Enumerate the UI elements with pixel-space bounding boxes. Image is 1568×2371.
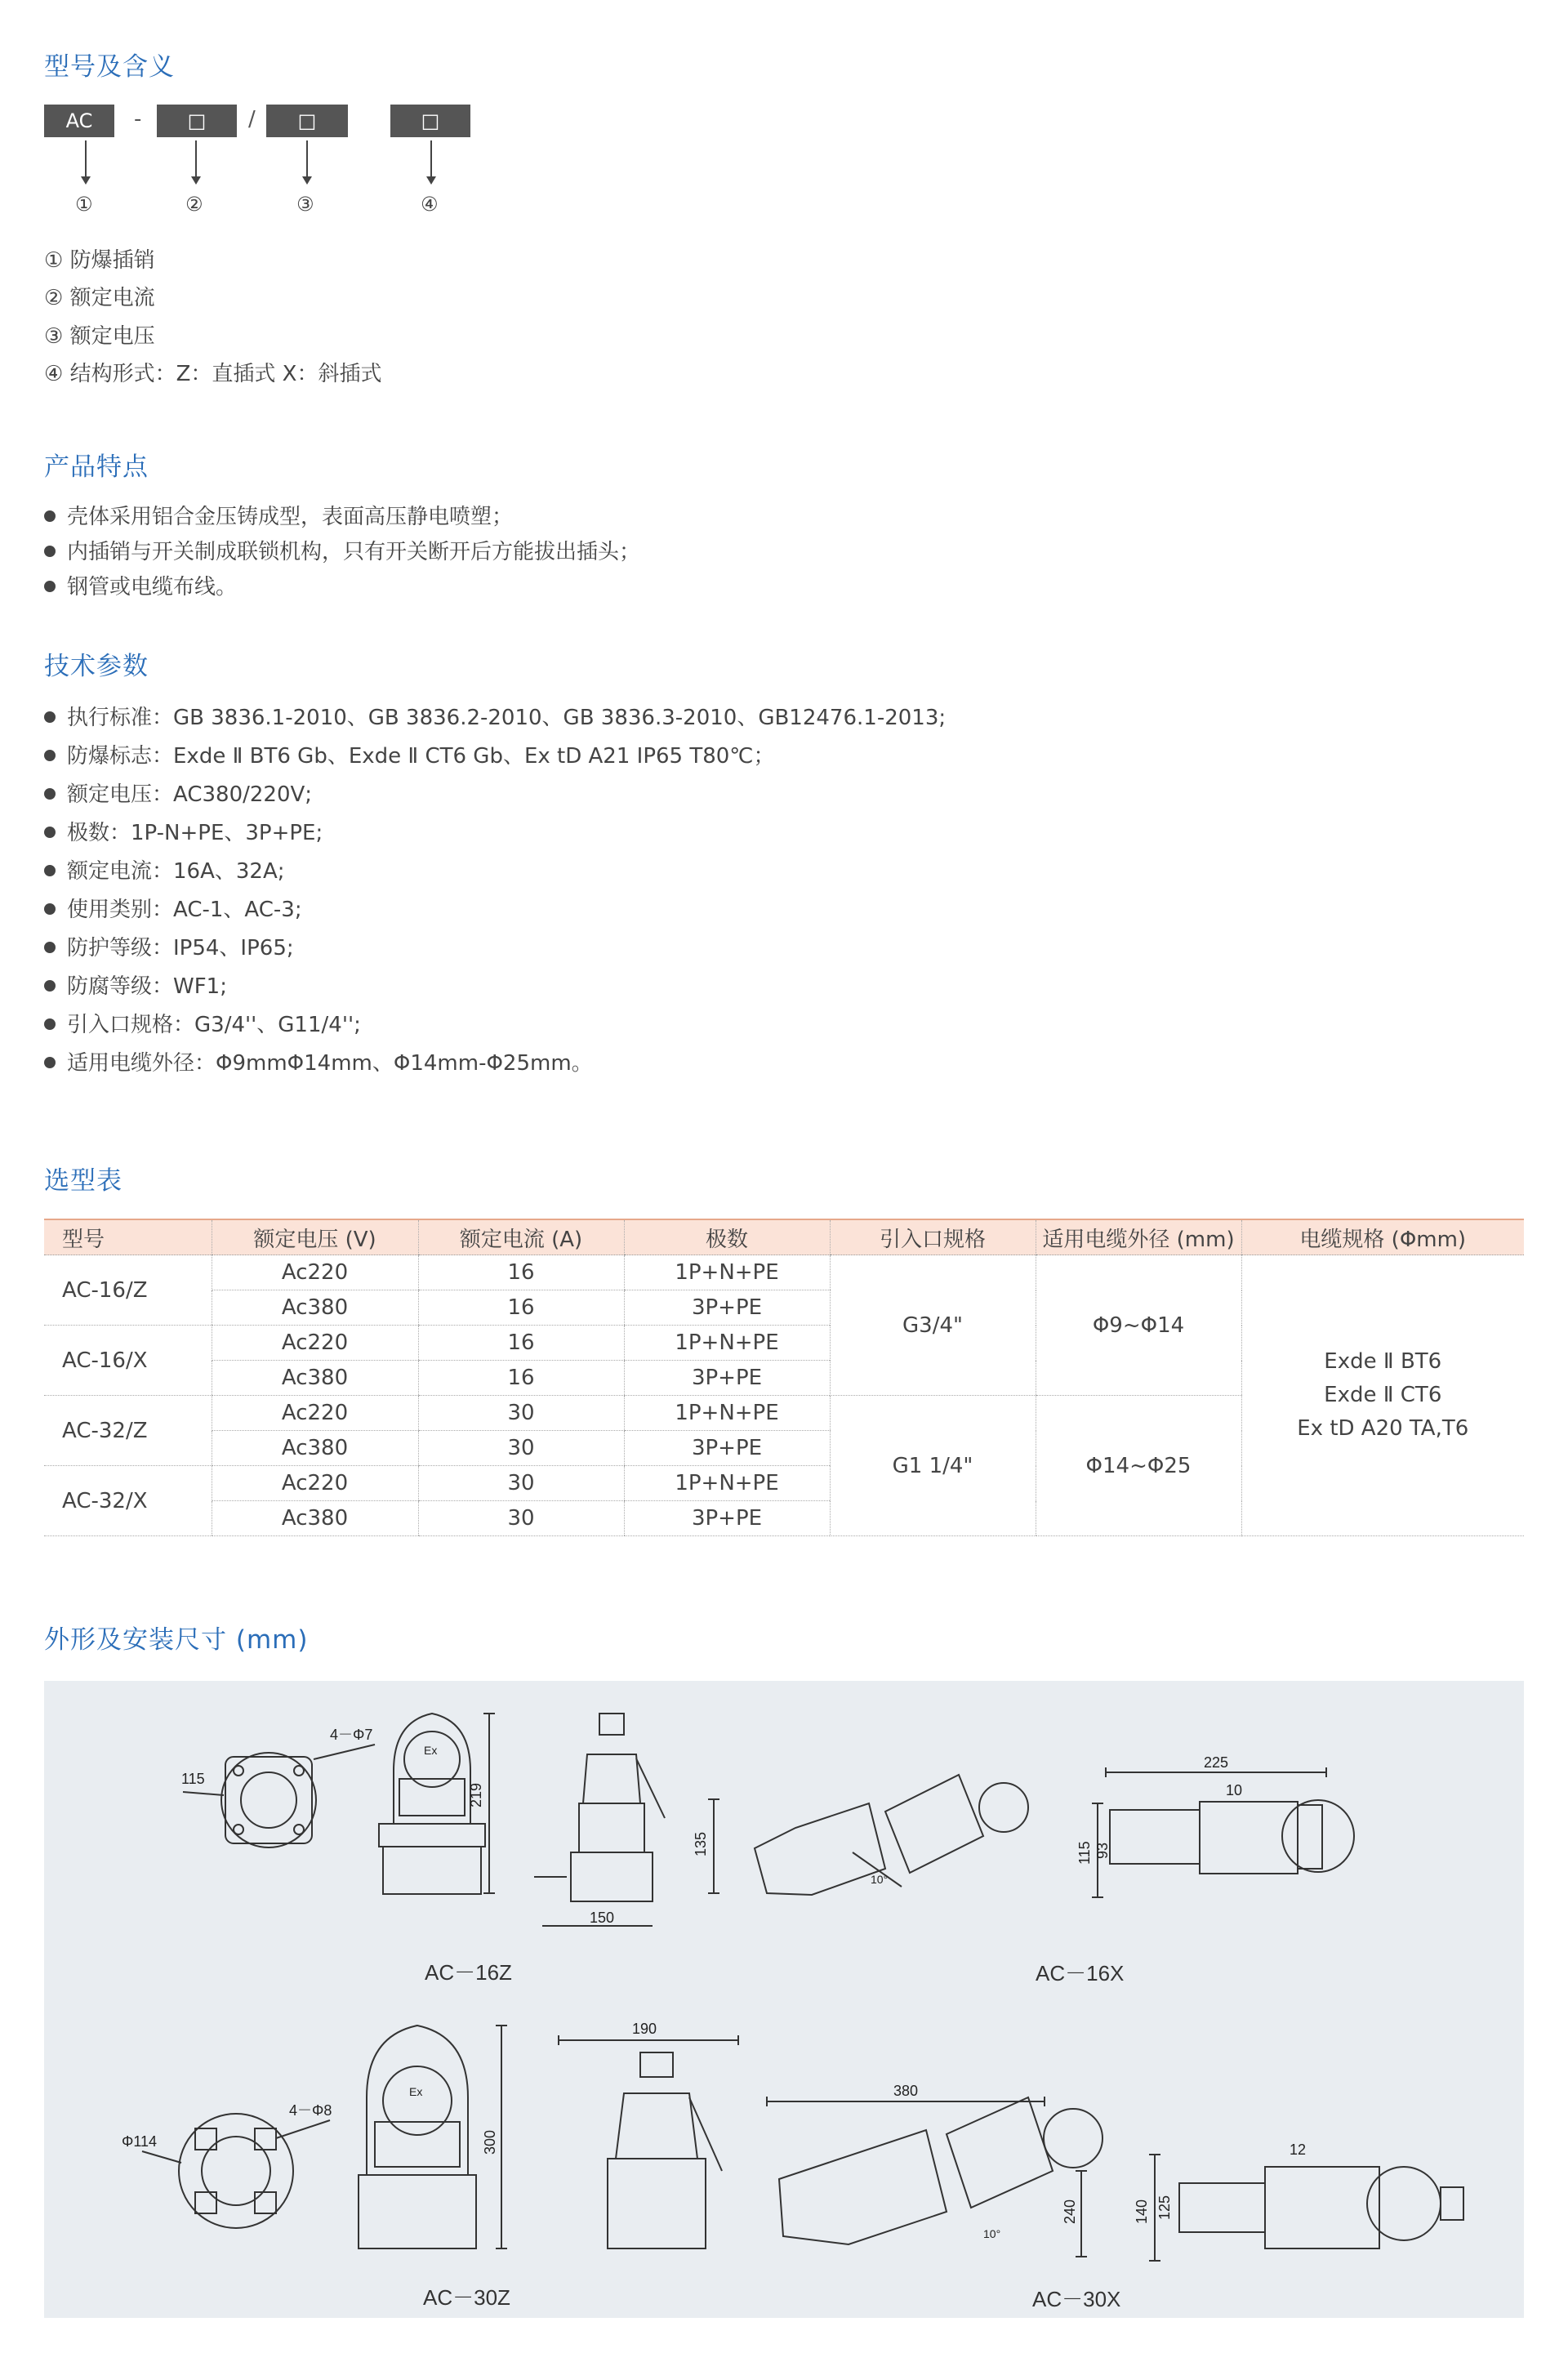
column-header: 额定电压 (V) [212, 1219, 418, 1255]
model-cell: AC-16/Z [44, 1255, 212, 1326]
dim-label: 115 [181, 1771, 205, 1787]
features-section-title: 产品特点 [44, 452, 149, 482]
model-cell: AC-32/X [44, 1466, 212, 1536]
table-cell: 1P+N+PE [624, 1326, 830, 1361]
table-cell: 30 [418, 1396, 624, 1431]
table-cell: 3P+PE [624, 1361, 830, 1396]
dim-label: 300 [482, 2129, 498, 2155]
dim-label: 10 [1226, 1782, 1243, 1798]
dim-label: 12 [1290, 2141, 1307, 2158]
ac30z-flange-view [142, 2114, 330, 2228]
dim-label: 4－Φ7 [330, 1727, 373, 1743]
ac16z-flange-view [183, 1745, 375, 1847]
arrow-line [195, 140, 197, 176]
code-box-current: □ [157, 105, 237, 137]
features-list [44, 500, 640, 605]
bullet-icon [44, 1057, 56, 1068]
column-header: 型号 [44, 1219, 212, 1255]
bullet-icon [44, 581, 56, 592]
list-item: 适用电缆外径：Φ9mmΦ14mm、Φ14mm-Φ25mm。 [44, 1045, 946, 1083]
list-item: 壳体采用铝合金压铸成型，表面高压静电喷塑； [44, 500, 640, 535]
table-row [44, 1255, 1524, 1290]
dim-label: 150 [590, 1910, 615, 1926]
selection-table [44, 1219, 1524, 1536]
meaning-3: ③ 额定电压 [44, 324, 155, 349]
table-cell: Ac220 [212, 1396, 418, 1431]
ex-mark: Ex [424, 1744, 438, 1757]
list-item: 防护等级：IP54、IP65; [44, 929, 946, 968]
ac16z-plug-view [534, 1714, 665, 1926]
marker-4: ④ [421, 193, 439, 216]
list-item: 执行标准：GB 3836.1-2010、GB 3836.2-2010、GB 3836.3-2010、GB12476.1-2013; [44, 699, 946, 738]
dim-label: 10° [871, 1873, 889, 1886]
model-section-title: 型号及含义 [44, 52, 175, 82]
column-header: 电缆规格 (Φmm) [1241, 1219, 1524, 1255]
arrow-down-icon [426, 176, 436, 185]
cable-spec-cell [1241, 1255, 1524, 1536]
table-cell: 3P+PE [624, 1501, 830, 1536]
cable-od-cell: Φ9~Φ14 [1036, 1255, 1241, 1396]
bullet-icon [44, 750, 56, 761]
bullet-icon [44, 711, 56, 723]
marker-3: ③ [296, 193, 314, 216]
bullet-icon [44, 903, 56, 915]
dim-label: 380 [893, 2083, 919, 2099]
model-cell: AC-16/X [44, 1326, 212, 1396]
bullet-icon [44, 827, 56, 838]
cable-spec-line: Ex tD A20 TA,T6 [1297, 1416, 1469, 1441]
marker-2: ② [185, 193, 203, 216]
ac16x-top-view [1092, 1767, 1354, 1897]
table-cell: 16 [418, 1361, 624, 1396]
table-cell: 30 [418, 1501, 624, 1536]
arrow-line [85, 140, 87, 176]
table-header-row [44, 1219, 1524, 1255]
dimension-drawings [44, 1681, 1524, 2318]
dim-label: 93 [1094, 1842, 1111, 1859]
specs-section-title: 技术参数 [44, 652, 149, 681]
table-cell: 1P+N+PE [624, 1255, 830, 1290]
dim-label: 4－Φ8 [289, 2102, 332, 2119]
arrow-line [306, 140, 308, 176]
list-item: 引入口规格：G3/4''、G11/4''; [44, 1006, 946, 1045]
cable-spec-line: Exde Ⅱ CT6 [1324, 1383, 1442, 1407]
selection-section-title: 选型表 [44, 1166, 122, 1196]
ac30x-inclined-view [767, 2097, 1102, 2257]
ex-mark: Ex [409, 2085, 423, 2098]
caption-ac16x: AC－16X [1036, 1961, 1125, 1985]
caption-ac30z: AC－30Z [423, 2285, 510, 2310]
thread-cell: G1 1/4" [830, 1396, 1036, 1536]
meaning-2: ② 额定电流 [44, 286, 155, 310]
caption-ac16z: AC－16Z [425, 1960, 512, 1985]
dim-label: 125 [1156, 2195, 1173, 2220]
bullet-icon [44, 865, 56, 876]
arrow-down-icon [81, 176, 91, 185]
table-cell: 16 [418, 1326, 624, 1361]
table-cell: 16 [418, 1290, 624, 1326]
table-cell: Ac380 [212, 1501, 418, 1536]
dim-label: 135 [693, 1831, 709, 1856]
table-cell: Ac380 [212, 1431, 418, 1466]
bullet-icon [44, 942, 56, 953]
dim-label: 190 [632, 2021, 657, 2037]
dim-label: 225 [1204, 1754, 1229, 1771]
bullet-icon [44, 980, 56, 992]
meaning-4: ④ 结构形式：Z：直插式 X：斜插式 [44, 362, 382, 386]
list-item: 防爆标志：Exde Ⅱ BT6 Gb、Exde Ⅱ CT6 Gb、Ex tD A21 IP65 T80℃； [44, 738, 946, 776]
ac30z-plug-view [559, 2035, 738, 2248]
dim-label: 219 [468, 1782, 484, 1807]
list-item: 额定电压：AC380/220V; [44, 776, 946, 814]
cable-od-cell: Φ14~Φ25 [1036, 1396, 1241, 1536]
bullet-icon [44, 1018, 56, 1030]
ac16x-inclined-view [708, 1775, 1028, 1895]
table-cell: 3P+PE [624, 1290, 830, 1326]
list-item: 防腐等级：WF1; [44, 968, 946, 1006]
thread-cell: G3/4" [830, 1255, 1036, 1396]
table-cell: 30 [418, 1466, 624, 1501]
cable-spec-line: Exde Ⅱ BT6 [1324, 1349, 1442, 1374]
ac30x-top-view [1149, 2155, 1463, 2261]
list-item: 使用类别：AC-1、AC-3; [44, 891, 946, 929]
code-box-structure: □ [390, 105, 470, 137]
dim-label: 140 [1134, 2199, 1150, 2224]
dim-label: 240 [1062, 2199, 1078, 2224]
specs-list [44, 699, 946, 1083]
dim-label: 10° [983, 2227, 1001, 2240]
table-cell: Ac380 [212, 1361, 418, 1396]
column-header: 额定电流 (A) [418, 1219, 624, 1255]
list-item: 额定电流：16A、32A; [44, 853, 946, 891]
bullet-icon [44, 510, 56, 522]
code-box-voltage: □ [266, 105, 348, 137]
dim-label: 115 [1076, 1841, 1093, 1865]
table-cell: 3P+PE [624, 1431, 830, 1466]
table-cell: Ac220 [212, 1255, 418, 1290]
list-item: 内插销与开关制成联锁机构，只有开关断开后方能拔出插头； [44, 535, 640, 570]
caption-ac30x: AC－30X [1032, 2287, 1121, 2311]
dimensions-section-title: 外形及安装尺寸 (mm) [44, 1625, 309, 1655]
column-header: 引入口规格 [830, 1219, 1036, 1255]
bullet-icon [44, 546, 56, 557]
table-cell: Ac380 [212, 1290, 418, 1326]
column-header: 极数 [624, 1219, 830, 1255]
arrow-line [430, 140, 432, 176]
code-separator-slash: / [248, 107, 256, 131]
dim-label: Φ114 [122, 2133, 158, 2150]
table-cell: 1P+N+PE [624, 1466, 830, 1501]
code-separator-dash: - [134, 107, 142, 131]
dimension-drawings-panel [44, 1681, 1524, 2318]
arrow-down-icon [191, 176, 201, 185]
list-item: 钢管或电缆布线。 [44, 570, 640, 605]
meaning-1: ① 防爆插销 [44, 248, 155, 273]
table-cell: 1P+N+PE [624, 1396, 830, 1431]
table-cell: Ac220 [212, 1466, 418, 1501]
column-header: 适用电缆外径 (mm) [1036, 1219, 1241, 1255]
bullet-icon [44, 788, 56, 800]
table-cell: Ac220 [212, 1326, 418, 1361]
model-cell: AC-32/Z [44, 1396, 212, 1466]
marker-1: ① [75, 193, 93, 216]
code-box-ac: AC [44, 105, 114, 137]
table-cell: 16 [418, 1255, 624, 1290]
arrow-down-icon [302, 176, 312, 185]
table-cell: 30 [418, 1431, 624, 1466]
list-item: 极数：1P-N+PE、3P+PE; [44, 814, 946, 853]
